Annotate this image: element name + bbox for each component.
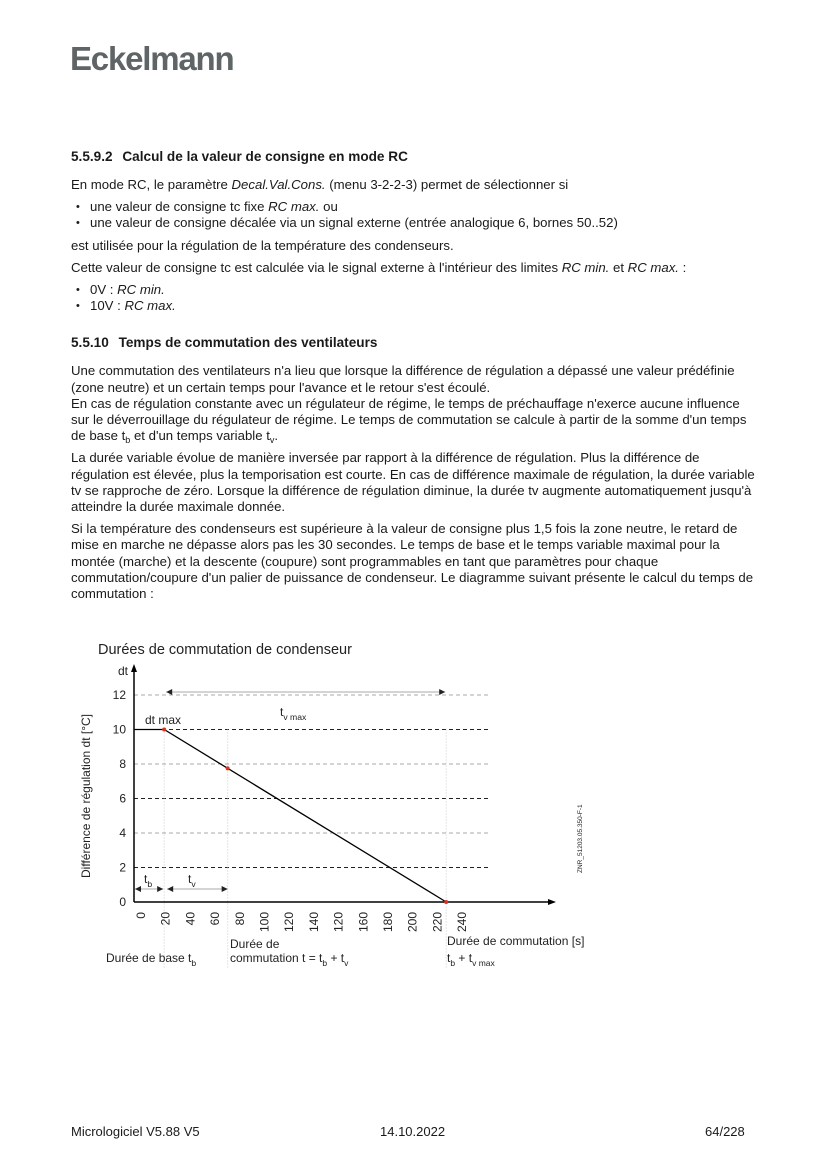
text: 0V : — [90, 282, 118, 298]
tv-max-dimension-left-arrow-icon — [166, 689, 172, 695]
text: Une commutation des ventilateurs n'a lieu que lorsque la différence de régulation a dépassé une valeur prédéfinie (zone neutre) et un certain temps pour l'avance et le retour s'est écoulé. — [71, 363, 735, 395]
y-axis-arrow-icon — [131, 664, 137, 672]
section-title: Temps de commutation des ventilateurs — [118, 335, 378, 351]
x-tick-label: 0 — [134, 912, 148, 919]
footer-left: Micrologiciel V5.88 V5 — [71, 1124, 200, 1139]
text: Cette valeur de consigne tc est calculée via le signal externe à l'intérieur des limites — [71, 259, 562, 275]
y-axis-title: Différence de régulation dt [°C] — [79, 713, 93, 879]
paragraph: est utilisée pour la régulation de la température des condenseurs. — [71, 237, 454, 253]
emphasis: RC max. — [124, 298, 176, 314]
switching-duration-label-line2: commutation $t = t_b + t_v$ — [230, 951, 349, 968]
x-tick-label: 120 — [282, 912, 297, 933]
list-item — [71, 199, 761, 215]
switching-duration-label-line1: Durée de — [230, 937, 280, 951]
chart-title: Durées de commutation de condenseur — [98, 642, 352, 658]
y-tick-label: 4 — [119, 826, 126, 840]
eckelmann-logo: Eckelmann — [70, 40, 234, 77]
text: et — [609, 259, 628, 275]
x-tick-label: 20 — [158, 912, 173, 926]
list-item — [71, 298, 761, 314]
y-tick-label: 0 — [119, 895, 126, 909]
base-duration-label: Durée de base $t_b$ — [106, 951, 197, 968]
x-tick-label: 240 — [455, 912, 470, 933]
list-item — [71, 215, 761, 231]
x-tick-label: 140 — [306, 912, 321, 933]
x-tick-label: 180 — [381, 912, 395, 933]
y-axis-top-label: dt — [117, 664, 128, 678]
paragraph: Si la température des condenseurs est supérieure à la valeur de consigne plus 1,5 fois la zone neutre, le retard de mise en marche ne dépasse alors pas les 30 secondes. Le temps de base et le temps variable maximal pour la montée (marche) et la descente (coupure) sont programmables en tant que paramètres pour chaque commutation/coupure d'un palier de puissance de condenseur. Le diagramme suivant présente le calcul du temps de commutation : — [71, 521, 754, 602]
section-heading-5-5-10 — [71, 334, 761, 352]
tb-dimension-left-arrow-icon — [135, 886, 141, 892]
emphasis: RC max. — [627, 259, 679, 275]
section-title: Calcul de la valeur de consigne en mode RC — [122, 149, 408, 164]
text: : — [678, 259, 687, 275]
tb-label: $t_b$ — [144, 872, 153, 889]
text: ou — [319, 199, 338, 215]
paragraph — [71, 363, 761, 444]
footer-page-number: 64/228 — [705, 1124, 745, 1139]
paragraph — [71, 177, 761, 193]
series — [134, 728, 448, 905]
reference-code: ZNR_51203.05.350-F-1 — [577, 804, 584, 873]
y-tick-label: 10 — [112, 722, 126, 737]
bullet-list — [71, 199, 761, 231]
y-tick-label: 12 — [112, 688, 126, 702]
x-axis-arrow-icon — [548, 899, 556, 905]
emphasis: RC max. — [268, 199, 320, 215]
parameter-name: Decal.Val.Cons. — [231, 177, 326, 192]
x-tick-label: 160 — [356, 912, 371, 933]
list-item — [71, 282, 761, 298]
subscript: b — [125, 435, 131, 446]
tv-max-dimension-right-arrow-icon — [439, 689, 445, 695]
text: 10V : — [90, 298, 125, 314]
end-duration-label: $t_b + t_{v max}$ — [447, 951, 495, 968]
x-tick-label: 60 — [208, 912, 223, 926]
y-tick-label: 2 — [119, 860, 126, 875]
text: . — [274, 428, 279, 444]
x-tick-label: 100 — [257, 912, 272, 933]
page-content — [71, 148, 761, 608]
x-tick-label: 220 — [430, 912, 445, 933]
section-number: 5.5.9.2 — [71, 149, 113, 164]
data-point-marker — [444, 900, 448, 904]
x-axis-title: Durée de commutation [s] — [447, 934, 585, 948]
subscript: v — [269, 435, 275, 446]
dt-max-label: dt max — [145, 713, 182, 727]
text: En cas de régulation constante avec un régulateur de régime, le temps de préchauffage n'exerce aucune influence sur le déverrouillage du régulateur de régime. Le temps de commutation se calcule à partir de la somme d'un temps de base t — [71, 395, 747, 444]
tv-label: $t_v$ — [188, 872, 196, 889]
footer-date: 14.10.2022 — [380, 1124, 446, 1139]
y-tick-labels — [113, 688, 127, 909]
tb-dimension-right-arrow-icon — [157, 886, 163, 892]
text: une valeur de consigne décalée via un signal externe (entrée analogique 6, bornes 50..52) — [90, 215, 618, 231]
x-tick-label: 40 — [183, 912, 198, 926]
axes — [131, 664, 556, 905]
section-heading-5-5-9-2 — [71, 148, 761, 166]
emphasis: RC min. — [561, 259, 610, 275]
y-tick-label: 8 — [119, 757, 126, 771]
tv-dimension-right-arrow-icon — [222, 886, 228, 892]
data-point-marker — [162, 728, 166, 732]
text: En mode RC, le paramètre — [71, 177, 232, 192]
text: (menu 3-2-2-3) permet de sélectionner si — [325, 177, 569, 192]
x-tick-label: 120 — [331, 912, 346, 933]
paragraph — [71, 260, 761, 276]
bullet-list — [71, 282, 761, 314]
text: une valeur de consigne tc fixe — [90, 199, 269, 215]
paragraph: La durée variable évolue de manière inversée par rapport à la différence de régulation. Plus la différence de régulation est élevée, plus la temporisation est courte. En cas de différence maximale de régulation, la durée variable tv se rapproche de zéro. Lorsque la différence de régulation diminue, la durée tv augmente automatiquement jusqu'à atteindre la durée maximale donnée. — [71, 450, 755, 515]
y-tick-label: 6 — [119, 791, 126, 806]
x-tick-labels — [134, 912, 469, 932]
data-point-marker — [226, 766, 230, 770]
series-line — [134, 730, 446, 903]
chart-svg — [70, 638, 630, 978]
section-number: 5.5.10 — [71, 335, 109, 351]
text: et d'un temps variable t — [130, 428, 270, 444]
tv-dimension-left-arrow-icon — [167, 886, 173, 892]
switching-time-diagram — [70, 638, 630, 978]
x-tick-label: 80 — [232, 912, 247, 926]
tv-max-label: $t_{v max}$ — [280, 705, 307, 722]
emphasis: RC min. — [117, 282, 165, 298]
x-tick-label: 200 — [405, 912, 420, 933]
